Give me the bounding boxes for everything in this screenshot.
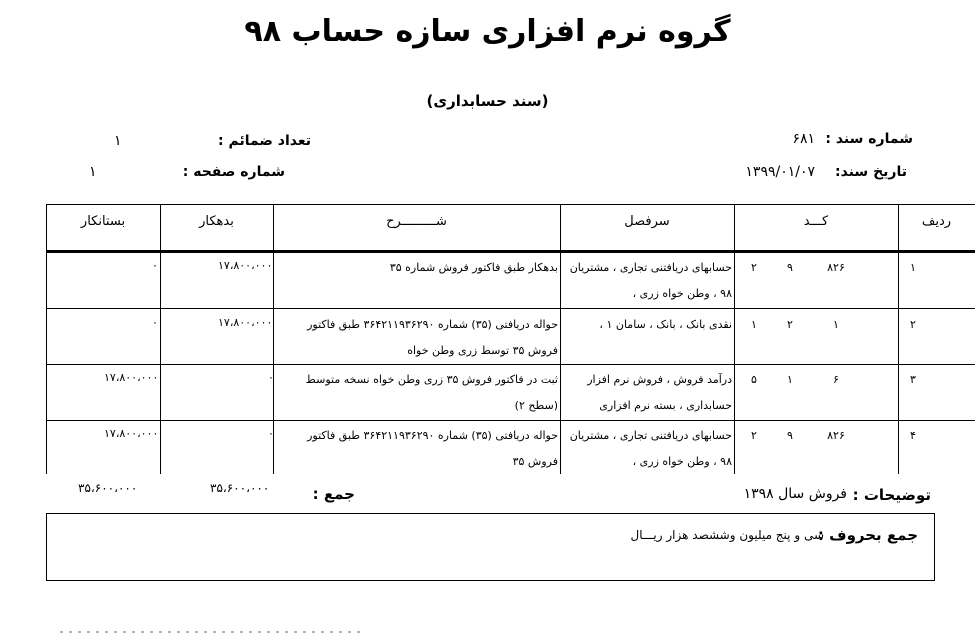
- account-line-1: حسابهای دریافتنی تجاری ، مشتریان: [569, 261, 732, 274]
- description-line-2: (سطح ۲): [514, 399, 558, 412]
- page-number-value: ۱: [89, 164, 97, 180]
- cutoff-text-fragment: [60, 626, 360, 634]
- row-number: ۲: [910, 318, 916, 331]
- code-part-2: ۲: [787, 318, 793, 331]
- document-subtitle: (سند حسابداری): [426, 92, 549, 110]
- sum-debit: ۳۵،۶۰۰،۰۰۰: [210, 481, 270, 495]
- code-part-1: ۸۲۶: [827, 429, 845, 442]
- code-part-1: ۱: [833, 318, 839, 331]
- credit-amount: ۱۷،۸۰۰،۰۰۰: [104, 371, 159, 384]
- code-part-3: ۱: [751, 318, 757, 331]
- account-line-2: ۹۸ ، وطن خواه زری ،: [632, 287, 732, 300]
- notes-label: توضیحات :: [852, 486, 931, 504]
- col-header-row: ردیف: [921, 214, 952, 229]
- col-header-credit: بستانکار: [80, 214, 126, 229]
- account-line-2: ۹۸ ، وطن خواه زری ،: [632, 455, 732, 468]
- amount-in-words-box: [46, 513, 935, 581]
- sum-credit: ۳۵،۶۰۰،۰۰۰: [78, 481, 138, 495]
- sum-label: جمع :: [312, 485, 355, 503]
- description-line-2: فروش ۳۵ توسط زری وطن خواه: [407, 344, 558, 357]
- col-header-account: سرفصل: [624, 214, 670, 229]
- row-number: ۴: [910, 429, 916, 442]
- debit-amount: ۰: [268, 427, 274, 440]
- credit-amount: ۰: [152, 259, 158, 272]
- col-header-debit: بدهکار: [199, 214, 234, 229]
- amount-in-words-value: سی و پنج میلیون وششصد هزار ریـــال: [630, 528, 824, 542]
- attachments-label: تعداد ضمائم :: [218, 133, 311, 149]
- account-line-2: حسابداری ، بسته نرم افزاری: [599, 399, 732, 412]
- page-number-label: شماره صفحه :: [182, 164, 285, 180]
- code-part-2: ۹: [787, 261, 793, 274]
- account-line-1: حسابهای دریافتنی تجاری ، مشتریان: [569, 429, 732, 442]
- code-part-2: ۱: [787, 373, 793, 386]
- code-part-2: ۹: [787, 429, 793, 442]
- description-line-2: فروش ۳۵: [512, 455, 558, 468]
- code-part-3: ۵: [751, 373, 757, 386]
- description-line-1: حواله دریافتی (۳۵) شماره ۳۶۴۲۱۱۹۳۶۲۹۰ طبق فاکتور: [307, 429, 558, 442]
- doc-date-value: ۱۳۹۹/۰۱/۰۷: [745, 164, 815, 180]
- row-number: ۱: [910, 261, 916, 274]
- col-header-code: کـــد: [803, 214, 829, 229]
- debit-amount: ۰: [268, 371, 274, 384]
- description-line-1: حواله دریافتی (۳۵) شماره ۳۶۴۲۱۱۹۳۶۲۹۰ طبق فاکتور: [307, 318, 558, 331]
- account-line-1: درآمد فروش ، فروش نرم افزار: [587, 373, 732, 386]
- debit-amount: ۱۷،۸۰۰،۰۰۰: [218, 316, 273, 329]
- doc-number-value: ۶۸۱: [792, 131, 815, 147]
- notes-value: فروش سال ۱۳۹۸: [743, 486, 847, 502]
- code-part-3: ۲: [751, 261, 757, 274]
- attachments-value: ۱: [114, 133, 122, 149]
- debit-amount: ۱۷،۸۰۰،۰۰۰: [218, 259, 273, 272]
- description-line-1: ثبت در فاکتور فروش ۳۵ زری وطن خواه نسخه متوسط: [305, 373, 558, 386]
- description-line-1: بدهکار طبق فاکتور فروش شماره ۳۵: [389, 261, 558, 274]
- doc-number-label: شماره سند :: [825, 131, 913, 147]
- code-part-1: ۸۲۶: [827, 261, 845, 274]
- code-part-3: ۲: [751, 429, 757, 442]
- col-header-description: شـــــــــرح: [386, 214, 447, 229]
- doc-date-label: تاریخ سند:: [835, 164, 907, 180]
- credit-amount: ۱۷،۸۰۰،۰۰۰: [104, 427, 159, 440]
- credit-amount: ۰: [152, 316, 158, 329]
- document-title: گروه نرم افزاری سازه حساب ۹۸: [244, 14, 731, 49]
- amount-in-words-label: جمع بحروف :: [817, 526, 918, 544]
- code-part-1: ۶: [833, 373, 839, 386]
- account-line-1: نقدی بانک ، بانک ، سامان ۱ ،: [599, 318, 732, 331]
- row-number: ۳: [910, 373, 916, 386]
